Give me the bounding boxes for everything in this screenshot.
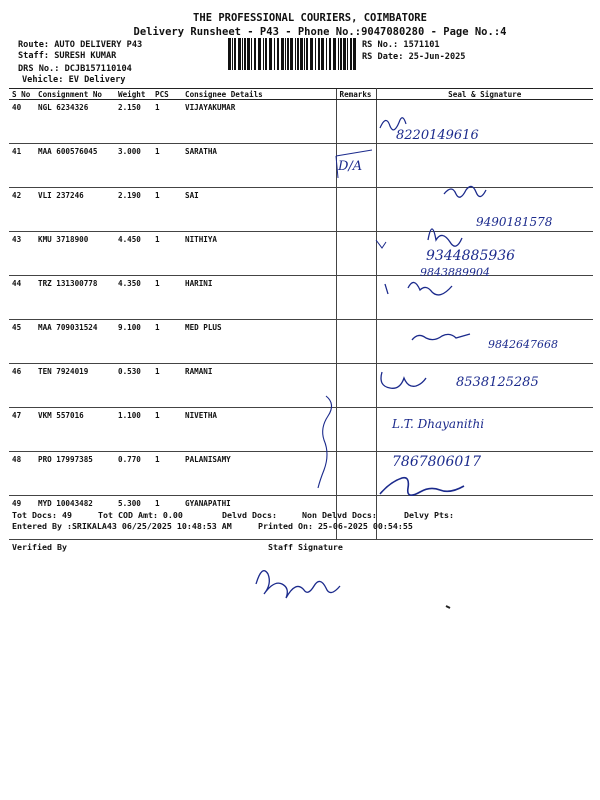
cell-seal [376,364,593,408]
cell-sno: 49 [9,496,35,540]
handwritten-phone-40: 8220149616 [396,128,479,143]
cell-sno: 43 [9,232,35,276]
cell-remarks [336,144,376,188]
cell-sno: 48 [9,452,35,496]
cell-consignment: PRO 17997385 [35,452,115,496]
entered-by: Entered By :SRIKALA43 06/25/2025 10:48:53 AM [12,521,232,531]
cell-weight: 2.150 [115,100,152,144]
delivery-table [9,88,593,540]
cell-pcs: 1 [152,452,182,496]
cell-consignment: NGL 6234326 [35,100,115,144]
cell-remarks [336,232,376,276]
staff-signature-mark [256,571,340,598]
tot-cod-amount: Tot COD Amt: 0.00 [98,510,183,520]
cell-pcs: 1 [152,144,182,188]
cell-consignee: MED PLUS [182,320,336,364]
cell-consignment: TRZ 131300778 [35,276,115,320]
cell-pcs: 1 [152,364,182,408]
cell-consignee: VIJAYAKUMAR [182,100,336,144]
table-row [9,496,593,540]
route-label: Route: AUTO DELIVERY P43 [18,40,143,50]
cell-pcs: 1 [152,320,182,364]
cell-remarks [336,320,376,364]
cell-sno: 47 [9,408,35,452]
cell-sno: 41 [9,144,35,188]
drs-label: DRS No.: DCJB157110104 [18,64,132,74]
delvd-docs: Delvd Docs: [222,510,277,520]
col-header-consignment: Consignment No [35,89,115,100]
cell-weight: 2.190 [115,188,152,232]
staff-signature-label: Staff Signature [268,542,343,552]
handwritten-phone-43b: 9344885936 [426,248,516,264]
cell-sno: 44 [9,276,35,320]
cell-sno: 40 [9,100,35,144]
cell-consignee: SARATHA [182,144,336,188]
table-row [9,276,593,320]
handwritten-phone-44: 9843889904 [420,266,490,279]
cell-sno: 42 [9,188,35,232]
cell-weight: 3.000 [115,144,152,188]
cell-remarks [336,364,376,408]
table-row [9,452,593,496]
cell-weight: 5.300 [115,496,152,540]
cell-consignment: MAA 600576045 [35,144,115,188]
cell-seal [376,408,593,452]
handwritten-phone-49: 7867806017 [392,454,482,470]
cell-remarks [336,452,376,496]
cell-seal [376,188,593,232]
cell-pcs: 1 [152,232,182,276]
col-header-weight: Weight [115,89,152,100]
cell-consignee: NIVETHA [182,408,336,452]
table-row [9,232,593,276]
table-row [9,188,593,232]
cell-seal [376,452,593,496]
printed-on: Printed On: 25-06-2025 00:54:55 [258,521,413,531]
handwritten-name-48: L.T. Dhayanithi [392,417,485,431]
cell-sno: 45 [9,320,35,364]
cell-pcs: 1 [152,408,182,452]
rs-date: RS Date: 25-Jun-2025 [362,52,466,62]
cell-sno: 46 [9,364,35,408]
cell-pcs: 1 [152,496,182,540]
cell-consignee: HARINI [182,276,336,320]
cell-remarks [336,276,376,320]
table-row [9,100,593,144]
handwritten-phone-43a: 9490181578 [476,215,553,229]
vehicle-label: Vehicle: EV Delivery [22,75,126,85]
cell-consignment: MAA 709031524 [35,320,115,364]
barcode [228,38,358,70]
cell-seal [376,232,593,276]
cell-consignee: NITHIYA [182,232,336,276]
cell-consignee: RAMANI [182,364,336,408]
table-header-row [9,89,593,100]
rs-number: RS No.: 1571101 [362,40,440,50]
cell-seal [376,100,593,144]
verified-by-label: Verified By [12,542,67,552]
cell-consignee: PALANISAMY [182,452,336,496]
cell-consignment: VKM 557016 [35,408,115,452]
delvy-pts: Delvy Pts: [404,510,454,520]
cell-weight: 4.450 [115,232,152,276]
cell-weight: 4.350 [115,276,152,320]
cell-remarks [336,188,376,232]
cell-weight: 9.100 [115,320,152,364]
col-header-sno: S No [9,89,35,100]
handwritten-phone-47: 8538125285 [456,375,539,390]
cell-seal [376,320,593,364]
cell-consignment: KMU 3718900 [35,232,115,276]
cell-consignment: MYD 10043482 [35,496,115,540]
cell-consignee: GYANAPATHI [182,496,336,540]
col-header-consignee: Consignee Details [182,89,336,100]
ink-dot [446,606,450,608]
cell-seal [376,276,593,320]
cell-consignee: SAI [182,188,336,232]
cell-weight: 1.100 [115,408,152,452]
sheet-title: Delivery Runsheet - P43 - Phone No.:9047080280 - Page No.:4 [133,26,507,38]
cell-consignment: VLI 237246 [35,188,115,232]
cell-consignment: TEN 7924019 [35,364,115,408]
handwritten-phone-46: 9842647668 [488,338,558,351]
cell-remarks [336,100,376,144]
cell-remarks [336,408,376,452]
cell-pcs: 1 [152,276,182,320]
tot-docs: Tot Docs: 49 [12,510,72,520]
non-delvd-docs: Non Delvd Docs: [302,510,377,520]
col-header-remarks: Remarks [336,89,376,100]
col-header-pcs: PCS [152,89,182,100]
col-header-seal: Seal & Signature [376,89,593,100]
table-row [9,144,593,188]
table-row [9,320,593,364]
company-title: THE PROFESSIONAL COURIERS, COIMBATORE [193,12,427,24]
cell-pcs: 1 [152,188,182,232]
staff-label: Staff: SURESH KUMAR [18,51,117,61]
cell-seal [376,144,593,188]
table-row [9,364,593,408]
handwritten-remark-41: D/A [338,159,363,174]
cell-weight: 0.530 [115,364,152,408]
table-row [9,408,593,452]
cell-pcs: 1 [152,100,182,144]
cell-weight: 0.770 [115,452,152,496]
